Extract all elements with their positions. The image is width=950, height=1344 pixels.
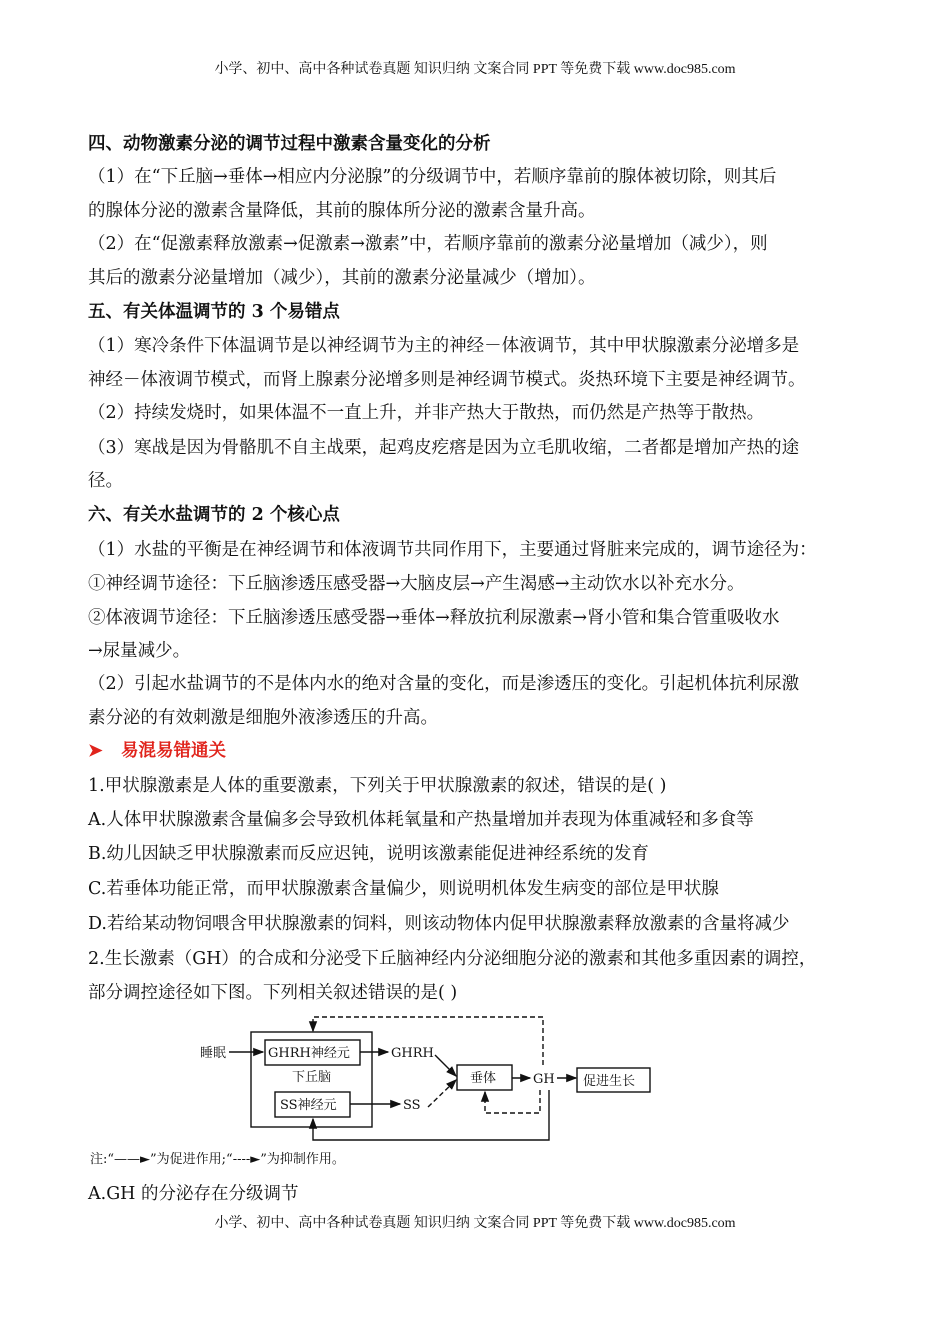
section-title-text: 易混易错通关	[120, 741, 226, 761]
ss-label: SS	[403, 1098, 421, 1113]
diagram-note: 注:“——►”为促进作用;“----►”为抑制作用。	[90, 1152, 345, 1167]
option: A.人体甲状腺激素含量偏多会导致机体耗氧量和产热量增加并表现为体重减轻和多食等	[88, 810, 754, 830]
page-header: 小学、初中、高中各种试卷真题 知识归纳 文案合同 PPT 等免费下载 www.doc985.com	[214, 62, 736, 77]
question-2: 2.生长激素（GH）的合成和分泌受下丘脑神经内分泌细胞分泌的激素和其他多重因素的调控，	[88, 949, 817, 969]
text-line: ①神经调节途径：下丘脑渗透压感受器→大脑皮层→产生渴感→主动饮水以补充水分。	[88, 574, 745, 594]
ghrh-label: GHRH	[391, 1046, 434, 1061]
heading-5: 五、有关体温调节的 3 个易错点	[88, 302, 340, 322]
text-line: 素分泌的有效刺激是细胞外液渗透压的升高。	[88, 708, 438, 728]
option: D.若给某动物饲喂含甲状腺激素的饲料，则该动物体内促甲状腺激素释放激素的含量将减少	[88, 914, 790, 934]
text-line: 部分调控途径如下图。下列相关叙述错误的是( )	[88, 983, 458, 1003]
gh-label: GH	[533, 1072, 555, 1087]
heading-4: 四、动物激素分泌的调节过程中激素含量变化的分析	[88, 134, 491, 154]
hypothalamus-label: 下丘脑	[292, 1070, 332, 1085]
text-line: （1）在“下丘脑→垂体→相应内分泌腺”的分级调节中，若顺序靠前的腺体被切除，则其后	[88, 167, 777, 187]
promote-growth-label: 促进生长	[583, 1074, 636, 1089]
text-line: 的腺体分泌的激素含量降低，其前的腺体所分泌的激素含量升高。	[88, 201, 596, 221]
pituitary-label: 垂体	[470, 1071, 497, 1086]
text-line: （2）引起水盐调节的不是体内水的绝对含量的变化，而是渗透压的变化。引起机体抗利尿激	[88, 674, 800, 694]
text-line: ②体液调节途径：下丘脑渗透压感受器→垂体→释放抗利尿激素→肾小管和集合管重吸收水	[88, 608, 780, 628]
option: A.GH 的分泌存在分级调节	[88, 1184, 299, 1204]
ss-neuron-label: SS神经元	[280, 1098, 337, 1113]
option: B.幼儿因缺乏甲状腺激素而反应迟钝，说明该激素能促进神经系统的发育	[88, 844, 649, 864]
text-line: 径。	[88, 471, 123, 491]
ghrh-neuron-label: GHRH神经元	[268, 1046, 350, 1061]
text-line: （3）寒战是因为骨骼肌不自主战栗，起鸡皮疙瘩是因为立毛肌收缩，二者都是增加产热的途	[88, 438, 800, 458]
arrow-marker-icon: ➤	[88, 741, 103, 761]
page-footer: 小学、初中、高中各种试卷真题 知识归纳 文案合同 PPT 等免费下载 www.doc985.com	[214, 1216, 736, 1231]
heading-6: 六、有关水盐调节的 2 个核心点	[88, 505, 340, 525]
text-line: （2）持续发烧时，如果体温不一直上升，并非产热大于散热，而仍然是产热等于散热。	[88, 403, 765, 423]
text-line: 神经－体液调节模式，而肾上腺素分泌增多则是神经调节模式。炎热环境下主要是神经调节。	[88, 370, 806, 390]
text-line: （2）在“促激素释放激素→促激素→激素”中，若顺序靠前的激素分泌量增加（减少），则	[88, 234, 768, 254]
question-1: 1.甲状腺激素是人体的重要激素，下列关于甲状腺激素的叙述，错误的是( )	[88, 776, 667, 796]
option: C.若垂体功能正常，而甲状腺激素含量偏少，则说明机体发生病变的部位是甲状腺	[88, 879, 719, 899]
sleep-label: 睡眠	[200, 1046, 227, 1061]
text-line: →尿量减少。	[88, 641, 191, 661]
text-line: （1）水盐的平衡是在神经调节和体液调节共同作用下，主要通过肾脏来完成的，调节途径为：	[88, 540, 817, 560]
text-line: （1）寒冷条件下体温调节是以神经调节为主的神经－体液调节，其中甲状腺激素分泌增多是	[88, 336, 800, 356]
text-line: 其后的激素分泌量增加（减少），其前的激素分泌量减少（增加）。	[88, 268, 596, 288]
